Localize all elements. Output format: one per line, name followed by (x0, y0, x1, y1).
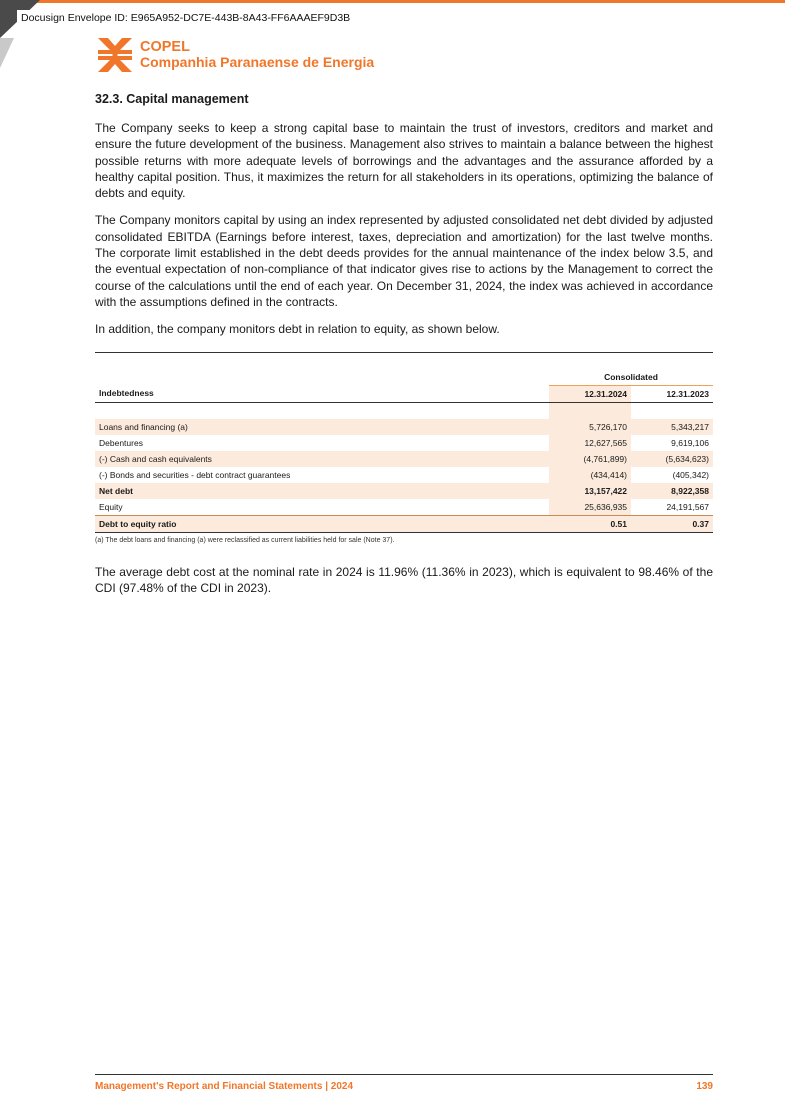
row-label: Equity (99, 501, 123, 512)
cell-2024: 5,726,170 (589, 421, 627, 432)
cell-2023: 24,191,567 (666, 501, 709, 512)
top-accent-bar (0, 0, 785, 3)
table-row (95, 435, 713, 451)
row-header: Indebtedness (95, 385, 549, 402)
cell-2024: 0.51 (549, 515, 631, 532)
row-label: Net debt (99, 485, 133, 496)
row-label: (-) Bonds and securities - debt contract guarantees (99, 469, 291, 480)
cell-2023: (5,634,623) (665, 453, 709, 464)
table-row-ratio (95, 515, 713, 532)
brand-full-name: Companhia Paranaense de Energia (140, 54, 375, 70)
cell-2023: 0.37 (631, 515, 713, 532)
group-header: Consolidated (549, 369, 713, 386)
footer-rule (95, 1074, 713, 1075)
table-row (95, 499, 713, 516)
table-row (95, 419, 713, 435)
table-row-net-debt (95, 483, 713, 499)
cell-2023: 8,922,358 (671, 485, 709, 496)
paragraph-debt-cost: The average debt cost at the nominal rate in 2024 is 11.96% (11.36% in 2023), which is equivalent to 98.46% of the CDI (97.48% of the CDI in 2023). (95, 564, 713, 595)
paragraph-debt-equity-intro: In addition, the company monitors debt in relation to equity, as shown below. (95, 322, 500, 337)
cell-2023: 9,619,106 (671, 437, 709, 448)
cell-2023: (405,342) (672, 469, 709, 480)
cell-2024: 12,627,565 (549, 435, 631, 451)
cell-2024: 25,636,935 (549, 499, 631, 516)
indebtedness-table (95, 352, 713, 533)
cell-2024: (434,414) (549, 467, 631, 483)
cell-2023: 5,343,217 (671, 421, 709, 432)
cell-2024: 13,157,422 (584, 485, 627, 496)
column-header: 12.31.2024 (549, 385, 631, 402)
brand-name: COPEL (140, 39, 190, 55)
row-label: Debentures (99, 437, 143, 448)
row-label: Loans and financing (a) (99, 421, 188, 432)
table-row (95, 467, 713, 483)
column-header: 12.31.2023 (631, 385, 713, 402)
main-content (95, 92, 713, 607)
table-row (95, 451, 713, 467)
page-number: 139 (696, 1081, 713, 1092)
paragraph-capital-base: The Company seeks to keep a strong capital base to maintain the trust of investors, creditors and market and ensure the future development of the business. Management also strives to maintain a balance between the highest possible returns with more adequate levels of borrowings and the advantages and the assurance afforded by a healthy capital position. Thus, it maximizes the return for all stakeholders in its operations, optimizing the balance of debts and equity. (95, 121, 713, 201)
corner-decoration-shadow (0, 38, 14, 68)
row-label: Debt to equity ratio (95, 515, 549, 532)
cell-2024: (4,761,899) (583, 453, 627, 464)
row-label: (-) Cash and cash equivalents (99, 453, 212, 464)
copel-logo-icon (96, 38, 134, 72)
section-title: 32.3. Capital management (95, 92, 249, 106)
envelope-id: Docusign Envelope ID: E965A952-DC7E-443B-8A43-FF6AAAEF9D3B (17, 10, 354, 26)
footer-title: Management's Report and Financial Statements | 2024 (95, 1081, 354, 1092)
company-logo (96, 38, 374, 72)
table-footnote: (a) The debt loans and financing (a) were reclassified as current liabilities held for sale (Note 37). (95, 536, 395, 544)
paragraph-capital-index: The Company monitors capital by using an index represented by adjusted consolidated net debt divided by adjusted consolidated EBITDA (Earnings before interest, taxes, depreciation and amortization) for the last twelve months. The corporate limit established in the debt deeds provides for the annual maintenance of the index below 3.5, and the eventual expectation of non-compliance of that indicator gives rise to actions by the Management to correct the course of the calculations until the end of each year. On December 31, 2024, the index was achieved in accordance with the assumptions defined in the contracts. (95, 213, 713, 309)
